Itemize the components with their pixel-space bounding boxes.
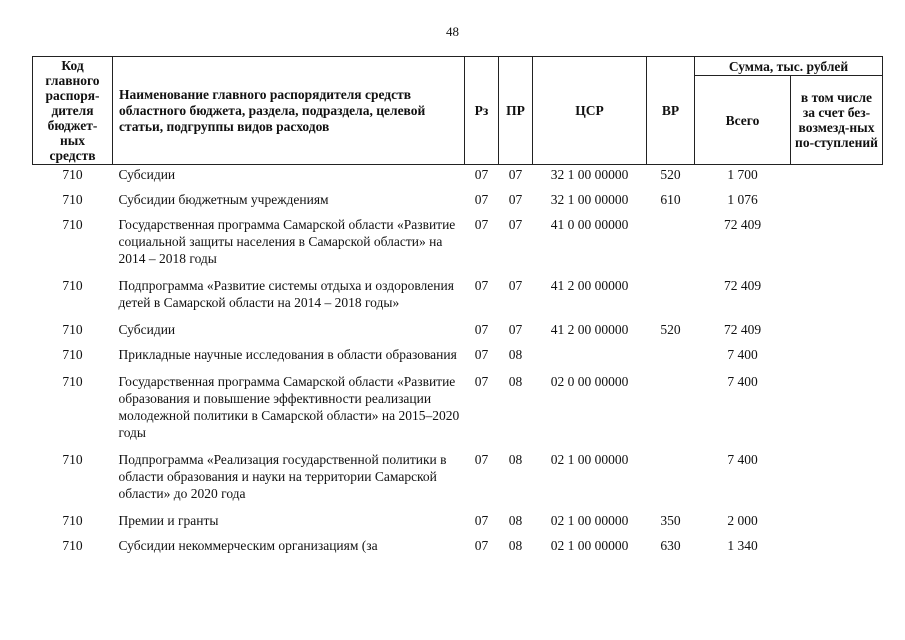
cell-free [791,451,883,512]
cell-csr: 02 1 00 00000 [550,513,629,528]
cell-vr [647,216,695,277]
table-row [33,277,883,321]
cell-code: 710 [62,192,83,207]
table-header [33,57,883,165]
cell-pr: 08 [508,347,523,362]
page-number: 48 [446,24,459,39]
cell-free [791,191,883,216]
header-total: Всего [695,76,791,165]
cell-total: 1 700 [727,167,758,182]
cell-name: Прикладные научные исследования в области образования [118,347,457,362]
cell-code: 710 [62,322,83,337]
cell-free [791,216,883,277]
cell-name: Подпрограмма «Реализация государственной политики в области образования и науки на территории Самарской области» до 2020 года [118,452,447,501]
cell-rz: 07 [474,278,489,293]
cell-vr: 520 [660,167,681,182]
cell-name: Государственная программа Самарской области «Развитие образования и повышение эффективности реализации молодежной политики в Самарской области» на 2015–2020 годы [118,374,460,440]
cell-rz: 07 [474,192,489,207]
cell-csr: 02 1 00 00000 [550,452,629,467]
cell-name: Субсидии некоммерческим организациям (за [118,538,378,553]
cell-code: 710 [62,452,83,467]
cell-rz: 07 [474,452,489,467]
cell-free [791,373,883,451]
header-sum: Сумма, тыс. рублей [695,57,883,76]
table-row [33,346,883,373]
cell-vr: 630 [660,538,681,553]
cell-total: 72 409 [723,322,762,337]
cell-name: Субсидии бюджетным учреждениям [118,192,329,207]
cell-vr [647,346,695,373]
cell-csr: 32 1 00 00000 [550,192,629,207]
cell-name: Премии и гранты [118,513,219,528]
cell-code: 710 [62,217,83,232]
cell-csr: 32 1 00 00000 [550,167,629,182]
cell-rz: 07 [474,374,489,389]
header-pr: ПР [499,57,533,165]
cell-rz: 07 [474,217,489,232]
cell-code: 710 [62,167,83,182]
cell-pr: 07 [508,167,523,182]
cell-vr: 520 [660,322,681,337]
cell-pr: 08 [508,538,523,553]
cell-total: 72 409 [723,278,762,293]
cell-csr: 41 0 00 00000 [550,217,629,232]
cell-total: 7 400 [727,374,758,389]
cell-name: Государственная программа Самарской области «Развитие социальной защиты населения в Самарской области» на 2014 – 2018 годы [118,217,456,266]
cell-pr: 07 [508,192,523,207]
cell-pr: 07 [508,217,523,232]
table-row [33,191,883,216]
table-row [33,165,883,192]
cell-pr: 08 [508,452,523,467]
table-row [33,451,883,512]
header-code: Код главного распоря-дителя бюджет-ных средств [33,57,113,165]
table-row [33,373,883,451]
cell-code: 710 [62,347,83,362]
cell-vr: 610 [660,192,681,207]
header-csr: ЦСР [533,57,647,165]
table-row [33,512,883,537]
cell-rz: 07 [474,347,489,362]
cell-vr [647,451,695,512]
cell-vr: 350 [660,513,681,528]
cell-code: 710 [62,513,83,528]
table-row [33,321,883,346]
cell-total: 72 409 [723,217,762,232]
cell-name: Подпрограмма «Развитие системы отдыха и оздоровления детей в Самарской области на 2014 – 2018 годы» [118,278,454,310]
cell-pr: 08 [508,513,523,528]
header-rz: Рз [465,57,499,165]
cell-total: 2 000 [727,513,758,528]
cell-csr: 02 0 00 00000 [550,374,629,389]
cell-csr: 02 1 00 00000 [550,538,629,553]
header-vr: ВР [647,57,695,165]
cell-free [791,346,883,373]
cell-vr [647,277,695,321]
header-name: Наименование главного распорядителя средств областного бюджета, раздела, подраздела, целевой статьи, подгруппы видов расходов [113,57,465,165]
cell-rz: 07 [474,167,489,182]
cell-free [791,537,883,562]
table-row [33,216,883,277]
budget-table [32,56,883,562]
cell-free [791,277,883,321]
cell-pr: 08 [508,374,523,389]
cell-code: 710 [62,374,83,389]
cell-name: Субсидии [118,322,176,337]
cell-csr: 41 2 00 00000 [550,278,629,293]
cell-csr [533,346,647,373]
cell-csr: 41 2 00 00000 [550,322,629,337]
cell-total: 7 400 [727,347,758,362]
cell-total: 7 400 [727,452,758,467]
cell-rz: 07 [474,538,489,553]
cell-rz: 07 [474,322,489,337]
cell-free [791,321,883,346]
cell-pr: 07 [508,322,523,337]
cell-name: Субсидии [118,167,176,182]
cell-pr: 07 [508,278,523,293]
cell-code: 710 [62,278,83,293]
cell-total: 1 340 [727,538,758,553]
cell-rz: 07 [474,513,489,528]
table-body [33,165,883,563]
cell-free [791,512,883,537]
table-row [33,537,883,562]
cell-total: 1 076 [727,192,758,207]
cell-vr [647,373,695,451]
header-free: в том числе за счет без-возмезд-ных по-ступлений [791,76,883,165]
cell-free [791,165,883,192]
cell-code: 710 [62,538,83,553]
